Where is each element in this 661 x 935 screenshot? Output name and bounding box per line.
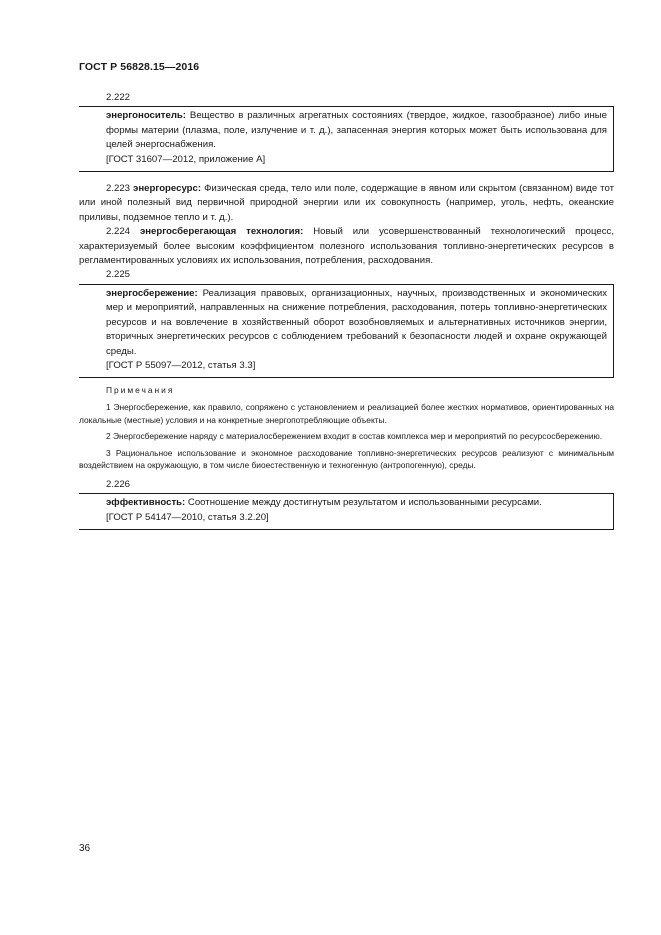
note-item: 2 Энергосбережение наряду с материалосбережением входит в состав комплекса мер и мероприятий по ресурсосбережению. — [106, 431, 603, 442]
definition-text: Вещество в различных агрегатных состояниях (твердое, жидкое, газообразное) либо иные формы материи (плазма, поле, излучение и т. д.), запасенная энергия которых может быть использована для целей энергоснабжения. — [106, 110, 607, 151]
entry-box-2-225 — [79, 284, 614, 378]
term-energosberezhenie: энергосбережение: — [106, 287, 198, 299]
entry-2-224 — [79, 225, 614, 268]
page-number: 36 — [79, 843, 91, 854]
term-effektivnost: эффективность: — [106, 497, 186, 509]
document-header: ГОСТ Р 56828.15—2016 — [79, 61, 200, 73]
entry-number-2-225: 2.225 — [106, 269, 131, 281]
reference-2-225: [ГОСТ Р 55097—2012, статья 3.3] — [106, 359, 256, 371]
note-item: 3 Рациональное использование и экономное расходование топливно-энергетических ресурсов реализуют с минимальным воздействием на окружающую, в том числе биоестественную и техногенную (антропогенную), среды. — [79, 447, 614, 471]
notes-block — [79, 384, 614, 472]
entry-box-2-222 — [79, 106, 614, 172]
term-energonositel: энергоноситель: — [106, 110, 187, 122]
entry-number-2-222: 2.222 — [106, 92, 131, 103]
entry-definition-2-226 — [106, 496, 607, 510]
definition-text: Новый или усовершенствованный технологический процесс, характеризуемый более высоким коэффициентом полезного использования топливно-энергетических ресурсов в регламентированных условиях их использования, потребления, расходования. — [79, 226, 614, 267]
entry-box-2-226 — [79, 493, 614, 530]
entry-2-223 — [79, 182, 614, 225]
term-energoresurs: энергоресурс: — [133, 183, 202, 195]
note-item: 1 Энергосбережение, как правило, сопряжено с установлением и реализацией более жестких нормативов, ориентированных на локальные (местные) условия и на конкретные энергопотребляющие объекты. — [79, 401, 614, 425]
notes-title: Примечания — [106, 385, 175, 396]
term-energosberegayushchaya-tekhnologiya: энергосберегающая технология: — [139, 226, 304, 238]
entry-number-2-224: 2.224 — [106, 226, 131, 238]
entry-number-2-223: 2.223 — [106, 183, 131, 195]
definition-text: Соотношение между достигнутым результатом и использованными ресурсами. — [185, 497, 542, 509]
document-body — [79, 91, 614, 540]
entry-definition-2-222 — [106, 109, 607, 152]
entry-definition-2-225 — [106, 287, 607, 359]
definition-text: Реализация правовых, организационных, научных, производственных и экономических мер и мероприятий, направленных на снижение потребления, расходования, потерь топливно-энергетических ресурсов и на вовлечение в хозяйственный оборот возобновляемых и альтернативных источников энергии, вторичных энергетических ресурсов с соблюдением требований к безопасности людей и охране окружающей среды. — [106, 287, 607, 357]
reference-2-222: [ГОСТ 31607—2012, приложение А] — [106, 153, 266, 165]
definition-text: Физическая среда, тело или поле, содержащие в явном или скрытом (связанном) виде тот или иной полезный вид первичной природной энергии или их совокупность (например, уголь, нефть, океанские приливы, подземное тепло и т. д.). — [79, 183, 614, 223]
reference-2-226: [ГОСТ Р 54147—2010, статья 3.2.20] — [106, 511, 269, 523]
entry-number-2-226: 2.226 — [106, 478, 131, 490]
